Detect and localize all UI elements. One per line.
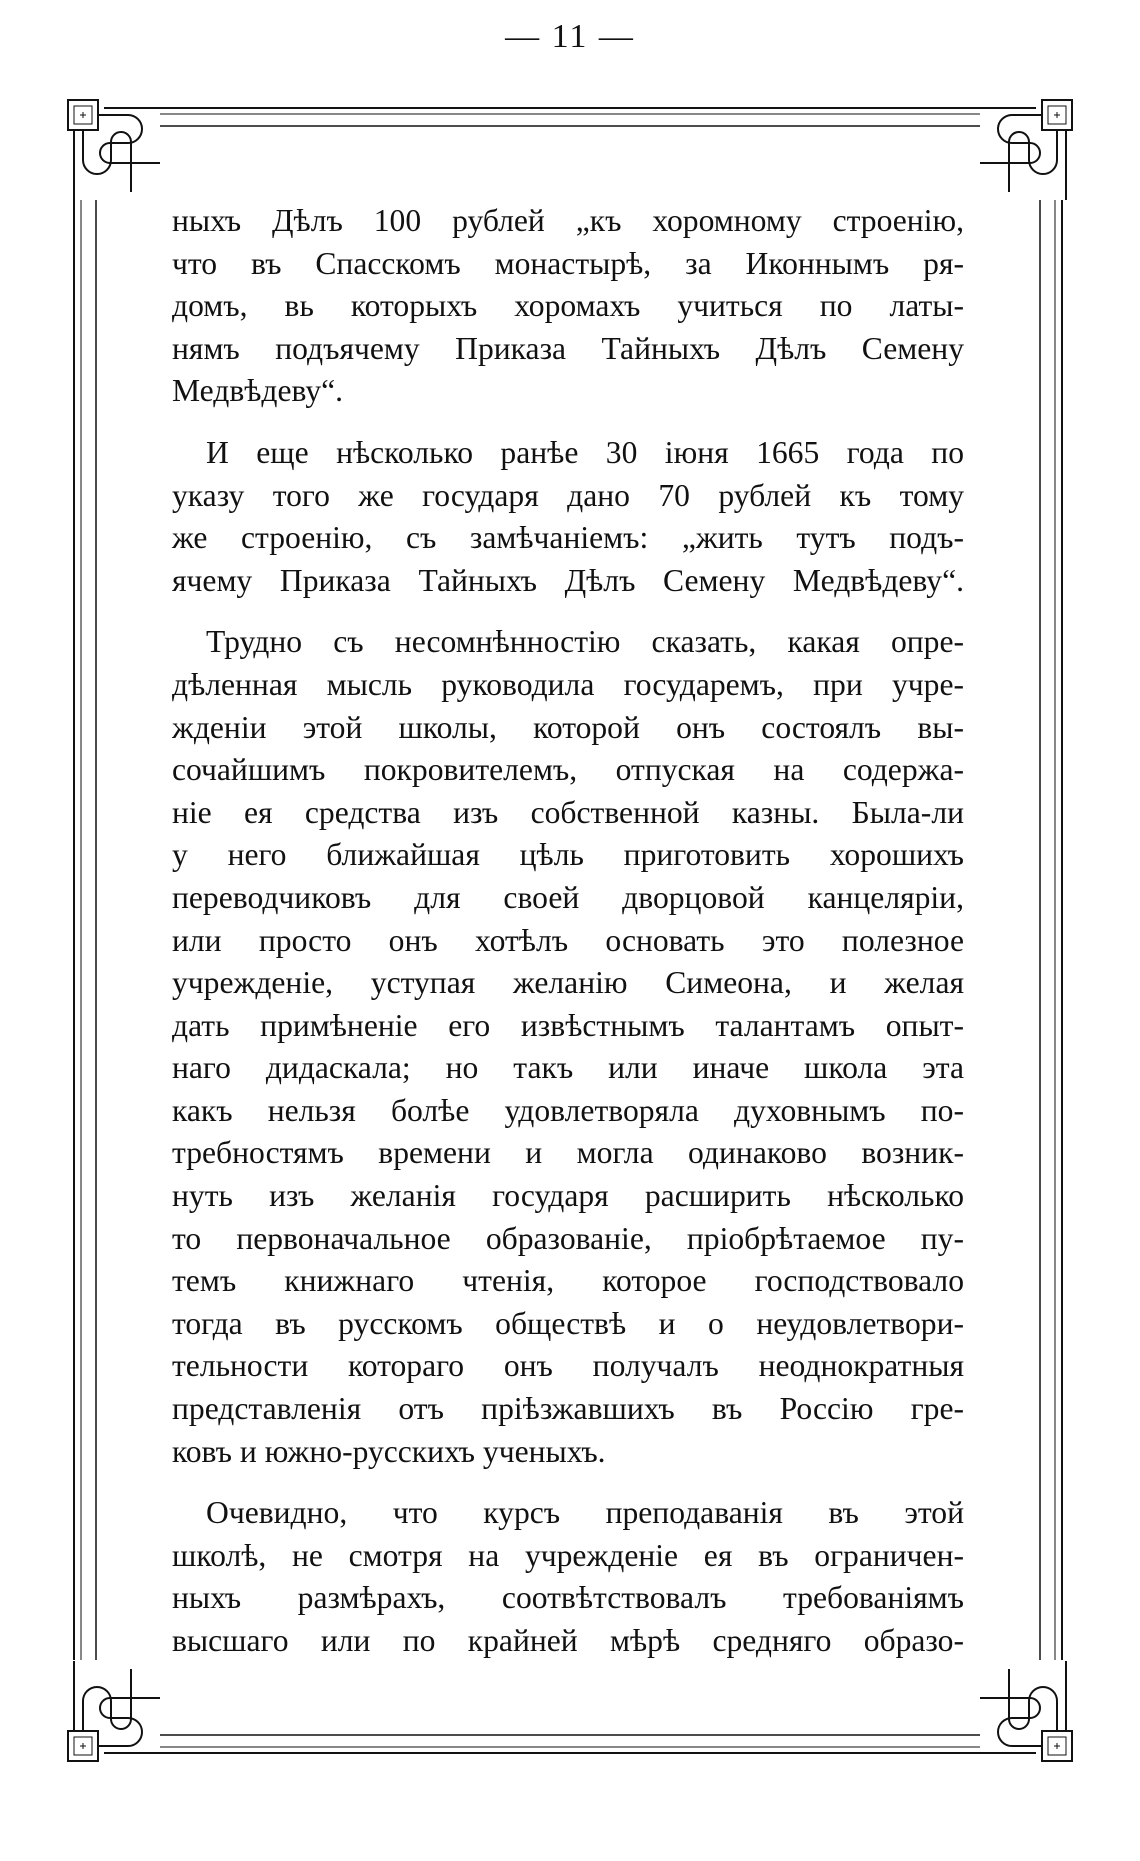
text-line: то первоначальное образованіе, пріобрѣтаемое пу- xyxy=(172,1220,964,1256)
text-line: дѣленная мысль руководила государемъ, при учре- xyxy=(172,666,964,702)
text-line: нуть изъ желанія государя расширить нѣсколько xyxy=(172,1178,964,1214)
corner-ornament-bottom-right xyxy=(980,1661,1072,1761)
text-line: высшаго или по крайней мѣрѣ средняго образо- xyxy=(172,1623,964,1658)
text-line: ныхъ Дѣлъ 100 рублей „къ хоромному строенію, xyxy=(172,203,964,238)
text-line: тогда въ русскомъ обществѣ и о неудовлетвори- xyxy=(172,1305,964,1341)
paragraph-4 xyxy=(172,1492,964,1662)
body-text xyxy=(172,200,964,1663)
text-line: переводчиковъ для своей дворцовой канцеляріи, xyxy=(172,879,964,915)
text-line: ніе ея средства изъ собственной казны. Была-ли xyxy=(172,794,964,830)
text-line: требностямъ времени и могла одинаково возник- xyxy=(172,1135,964,1171)
text-line: домъ, вь которыхъ хоромахъ учиться по латы- xyxy=(172,288,964,324)
text-line: сочайшимъ покровителемъ, отпуская на содержа- xyxy=(172,752,964,788)
text-line: нямъ подъячему Приказа Тайныхъ Дѣлъ Семену xyxy=(172,330,964,366)
text-line: какъ нельзя болѣе удовлетворяла духовнымъ по- xyxy=(172,1092,964,1128)
text-line: дать примѣненіе его извѣстнымъ талантамъ опыт- xyxy=(172,1007,964,1043)
text-line: представленія отъ пріѣзжавшихъ въ Россію гре- xyxy=(172,1391,964,1427)
text-line: ячему Приказа Тайныхъ Дѣлъ Семену Медвѣдеву“. xyxy=(172,562,964,598)
paragraph-2 xyxy=(172,432,964,602)
text-line: или просто онъ хотѣлъ основать это полезное xyxy=(172,922,964,958)
text-line: тельности котораго онъ получалъ неоднократныя xyxy=(172,1348,964,1384)
text-line: жденіи этой школы, которой онъ состоялъ вы- xyxy=(172,709,964,745)
text-line: что въ Спасскомъ монастырѣ, за Иконнымъ ря- xyxy=(172,245,964,281)
text-line: И еще нѣсколько ранѣе 30 іюня 1665 года по xyxy=(206,434,964,470)
text-line: темъ книжнаго чтенія, которое господствовало xyxy=(172,1263,964,1299)
corner-ornament-bottom-left xyxy=(68,1661,160,1761)
paragraph-1 xyxy=(172,200,964,413)
page-number: — 11 — xyxy=(505,18,635,55)
text-line: Медвѣдеву“. xyxy=(172,373,344,409)
corner-ornament-top-right xyxy=(980,100,1072,200)
text-line: школѣ, не смотря на учрежденіе ея въ ограничен- xyxy=(172,1537,964,1573)
text-line: Трудно съ несомнѣнностію сказать, какая опре- xyxy=(206,624,964,660)
text-line: ныхъ размѣрахъ, соотвѣтствовалъ требованіямъ xyxy=(172,1580,964,1616)
text-line: Очевидно, что курсъ преподаванія въ этой xyxy=(206,1495,964,1531)
text-line: указу того же государя дано 70 рублей къ тому xyxy=(172,477,964,513)
text-line: же строенію, съ замѣчаніемъ: „жить тутъ подъ- xyxy=(172,520,964,556)
text-line: ковъ и южно-русскихъ ученыхъ. xyxy=(172,1433,606,1469)
corner-ornament-top-left xyxy=(68,100,160,200)
paragraph-3 xyxy=(172,621,964,1473)
text-line: учрежденіе, уступая желанію Симеона, и желая xyxy=(172,965,964,1001)
text-line: наго дидаскала; но такъ или иначе школа эта xyxy=(172,1050,964,1086)
text-line: у него ближайшая цѣль приготовить хорошихъ xyxy=(172,837,964,873)
